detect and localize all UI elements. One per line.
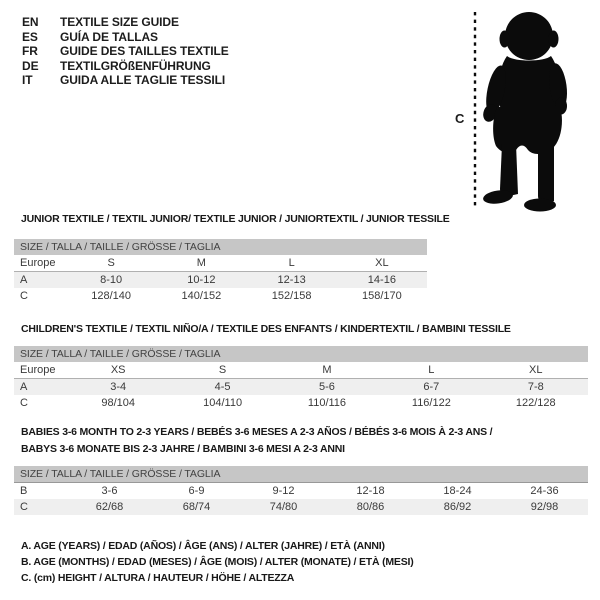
row-label-cell: A	[14, 272, 66, 289]
size-value-cell: 4-5	[170, 379, 274, 396]
table-row-height	[14, 395, 588, 411]
language-row-de	[22, 59, 229, 74]
size-header-bar: SIZE / TALLA / TAILLE / GRÖSSE / TAGLIA	[14, 239, 427, 255]
language-title: GUIDA ALLE TAGLIE TESSILI	[60, 73, 226, 88]
language-header	[22, 15, 229, 88]
height-measure-label: C	[455, 111, 465, 126]
language-code: EN	[22, 15, 39, 29]
language-title: GUÍA DE TALLAS	[60, 29, 158, 44]
size-value-cell: 12-13	[247, 272, 337, 289]
size-value-cell: 128/140	[91, 290, 131, 302]
size-value-cell: XL	[484, 362, 588, 379]
language-row-en	[22, 15, 229, 30]
baby-leg-right	[538, 146, 554, 203]
size-value-cell: 14-16	[337, 272, 427, 289]
size-value-cell: 9-12	[272, 485, 295, 497]
section-title-junior: JUNIOR TEXTILE / TEXTIL JUNIOR/ TEXTILE JUNIOR / JUNIORTEXTIL / JUNIOR TESSILE	[21, 213, 450, 225]
children-size-table	[14, 346, 588, 411]
baby-ear-left	[500, 31, 510, 48]
language-code: DE	[22, 58, 39, 73]
legend-line-a: A. AGE (YEARS) / EDAD (AÑOS) / ÂGE (ANS) / ALTER (JAHRE) / ETÀ (ANNI)	[21, 540, 385, 552]
row-label-cell: C	[14, 499, 66, 515]
size-value-cell: 98/104	[101, 397, 136, 409]
language-row-it	[22, 73, 229, 88]
children-table-grid	[14, 362, 588, 411]
size-value-cell: 7-8	[484, 379, 588, 396]
language-title: GUIDE DES TAILLES TEXTILE	[60, 44, 229, 59]
size-value-cell: 10-12	[156, 272, 246, 289]
size-value-cell: 80/86	[327, 499, 414, 515]
size-value-cell: M	[275, 362, 379, 379]
size-value-cell: L	[247, 255, 337, 272]
size-value-cell: 86/92	[414, 499, 501, 515]
size-value-cell: 3-6	[101, 485, 118, 497]
size-value-cell: S	[66, 255, 156, 272]
section-title-babies-line2: BABYS 3-6 MONATE BIS 2-3 JAHRE / BAMBINI 3-6 MESI A 2-3 ANNI	[21, 443, 345, 455]
size-value-cell: 3-4	[66, 379, 170, 396]
size-value-cell: 62/68	[66, 499, 153, 515]
language-code: FR	[22, 44, 38, 59]
row-label-cell: B	[20, 485, 28, 497]
row-label-cell: A	[14, 379, 66, 396]
baby-foot-right	[524, 199, 556, 212]
language-code: ES	[22, 29, 38, 44]
size-value-cell: 92/98	[501, 499, 588, 515]
section-title-babies-line1: BABIES 3-6 MONTH TO 2-3 YEARS / BEBÉS 3-6 MESES A 2-3 AÑOS / BÉBÉS 3-6 MOIS À 2-3 ANS /	[21, 426, 493, 438]
junior-table-grid	[14, 255, 427, 304]
babies-table-grid	[14, 483, 588, 515]
language-title: TEXTILGRÖßENFÜHRUNG	[60, 58, 211, 73]
size-value-cell: 68/74	[153, 499, 240, 515]
junior-size-table	[14, 239, 427, 304]
table-row-height	[14, 499, 588, 515]
size-header-bar: SIZE / TALLA / TAILLE / GRÖSSE / TAGLIA	[14, 466, 588, 483]
table-row-age-months	[14, 483, 588, 499]
size-value-cell: 116/122	[411, 397, 451, 409]
baby-silhouette-graphic	[481, 12, 570, 212]
size-value-cell: 74/80	[240, 499, 327, 515]
baby-leg-left	[500, 144, 518, 196]
size-value-cell: S	[170, 362, 274, 379]
row-label-cell: Europe	[14, 362, 66, 379]
baby-figure	[450, 4, 595, 219]
size-value-cell: 6-9	[188, 485, 205, 497]
size-value-cell: 18-24	[443, 485, 472, 497]
language-code: IT	[22, 73, 33, 88]
legend-line-c: C. (cm) HEIGHT / ALTURA / HAUTEUR / HÖHE / ALTEZZA	[21, 572, 295, 584]
size-value-cell: M	[156, 255, 246, 272]
measurement-legend	[21, 538, 414, 586]
row-label-cell: C	[20, 397, 28, 409]
legend-line-b: B. AGE (MONTHS) / EDAD (MESES) / ÂGE (MOIS) / ALTER (MONATE) / ETÀ (MESI)	[21, 556, 414, 568]
table-row-europe	[14, 362, 588, 379]
table-row-age	[14, 272, 427, 289]
language-row-es	[22, 30, 229, 45]
size-value-cell: 110/116	[307, 397, 347, 409]
size-value-cell: XL	[337, 255, 427, 272]
size-value-cell: 104/110	[203, 397, 243, 409]
language-row-fr	[22, 44, 229, 59]
row-label-cell: C	[20, 290, 28, 302]
size-value-cell: XS	[66, 362, 170, 379]
baby-head	[505, 12, 553, 60]
table-row-age	[14, 379, 588, 396]
language-title: TEXTILE SIZE GUIDE	[60, 15, 179, 29]
size-value-cell: 6-7	[379, 379, 483, 396]
row-label-cell: Europe	[14, 255, 66, 272]
size-value-cell: 122/128	[515, 397, 556, 409]
baby-silhouette	[450, 4, 595, 219]
size-value-cell: 5-6	[275, 379, 379, 396]
size-value-cell: 12-18	[356, 485, 385, 497]
size-value-cell: 24-36	[530, 485, 559, 497]
size-value-cell: 8-10	[66, 272, 156, 289]
size-value-cell: 158/170	[361, 290, 402, 302]
table-row-height	[14, 288, 427, 304]
section-title-children: CHILDREN'S TEXTILE / TEXTIL NIÑO/A / TEXTILE DES ENFANTS / KINDERTEXTIL / BAMBINI TESSILE	[21, 323, 511, 335]
babies-size-table	[14, 466, 588, 515]
size-value-cell: L	[379, 362, 483, 379]
size-header-bar: SIZE / TALLA / TAILLE / GRÖSSE / TAGLIA	[14, 346, 588, 362]
size-value-cell: 140/152	[181, 290, 222, 302]
size-value-cell: 152/158	[271, 290, 312, 302]
baby-ear-right	[549, 31, 559, 48]
table-row-europe	[14, 255, 427, 272]
